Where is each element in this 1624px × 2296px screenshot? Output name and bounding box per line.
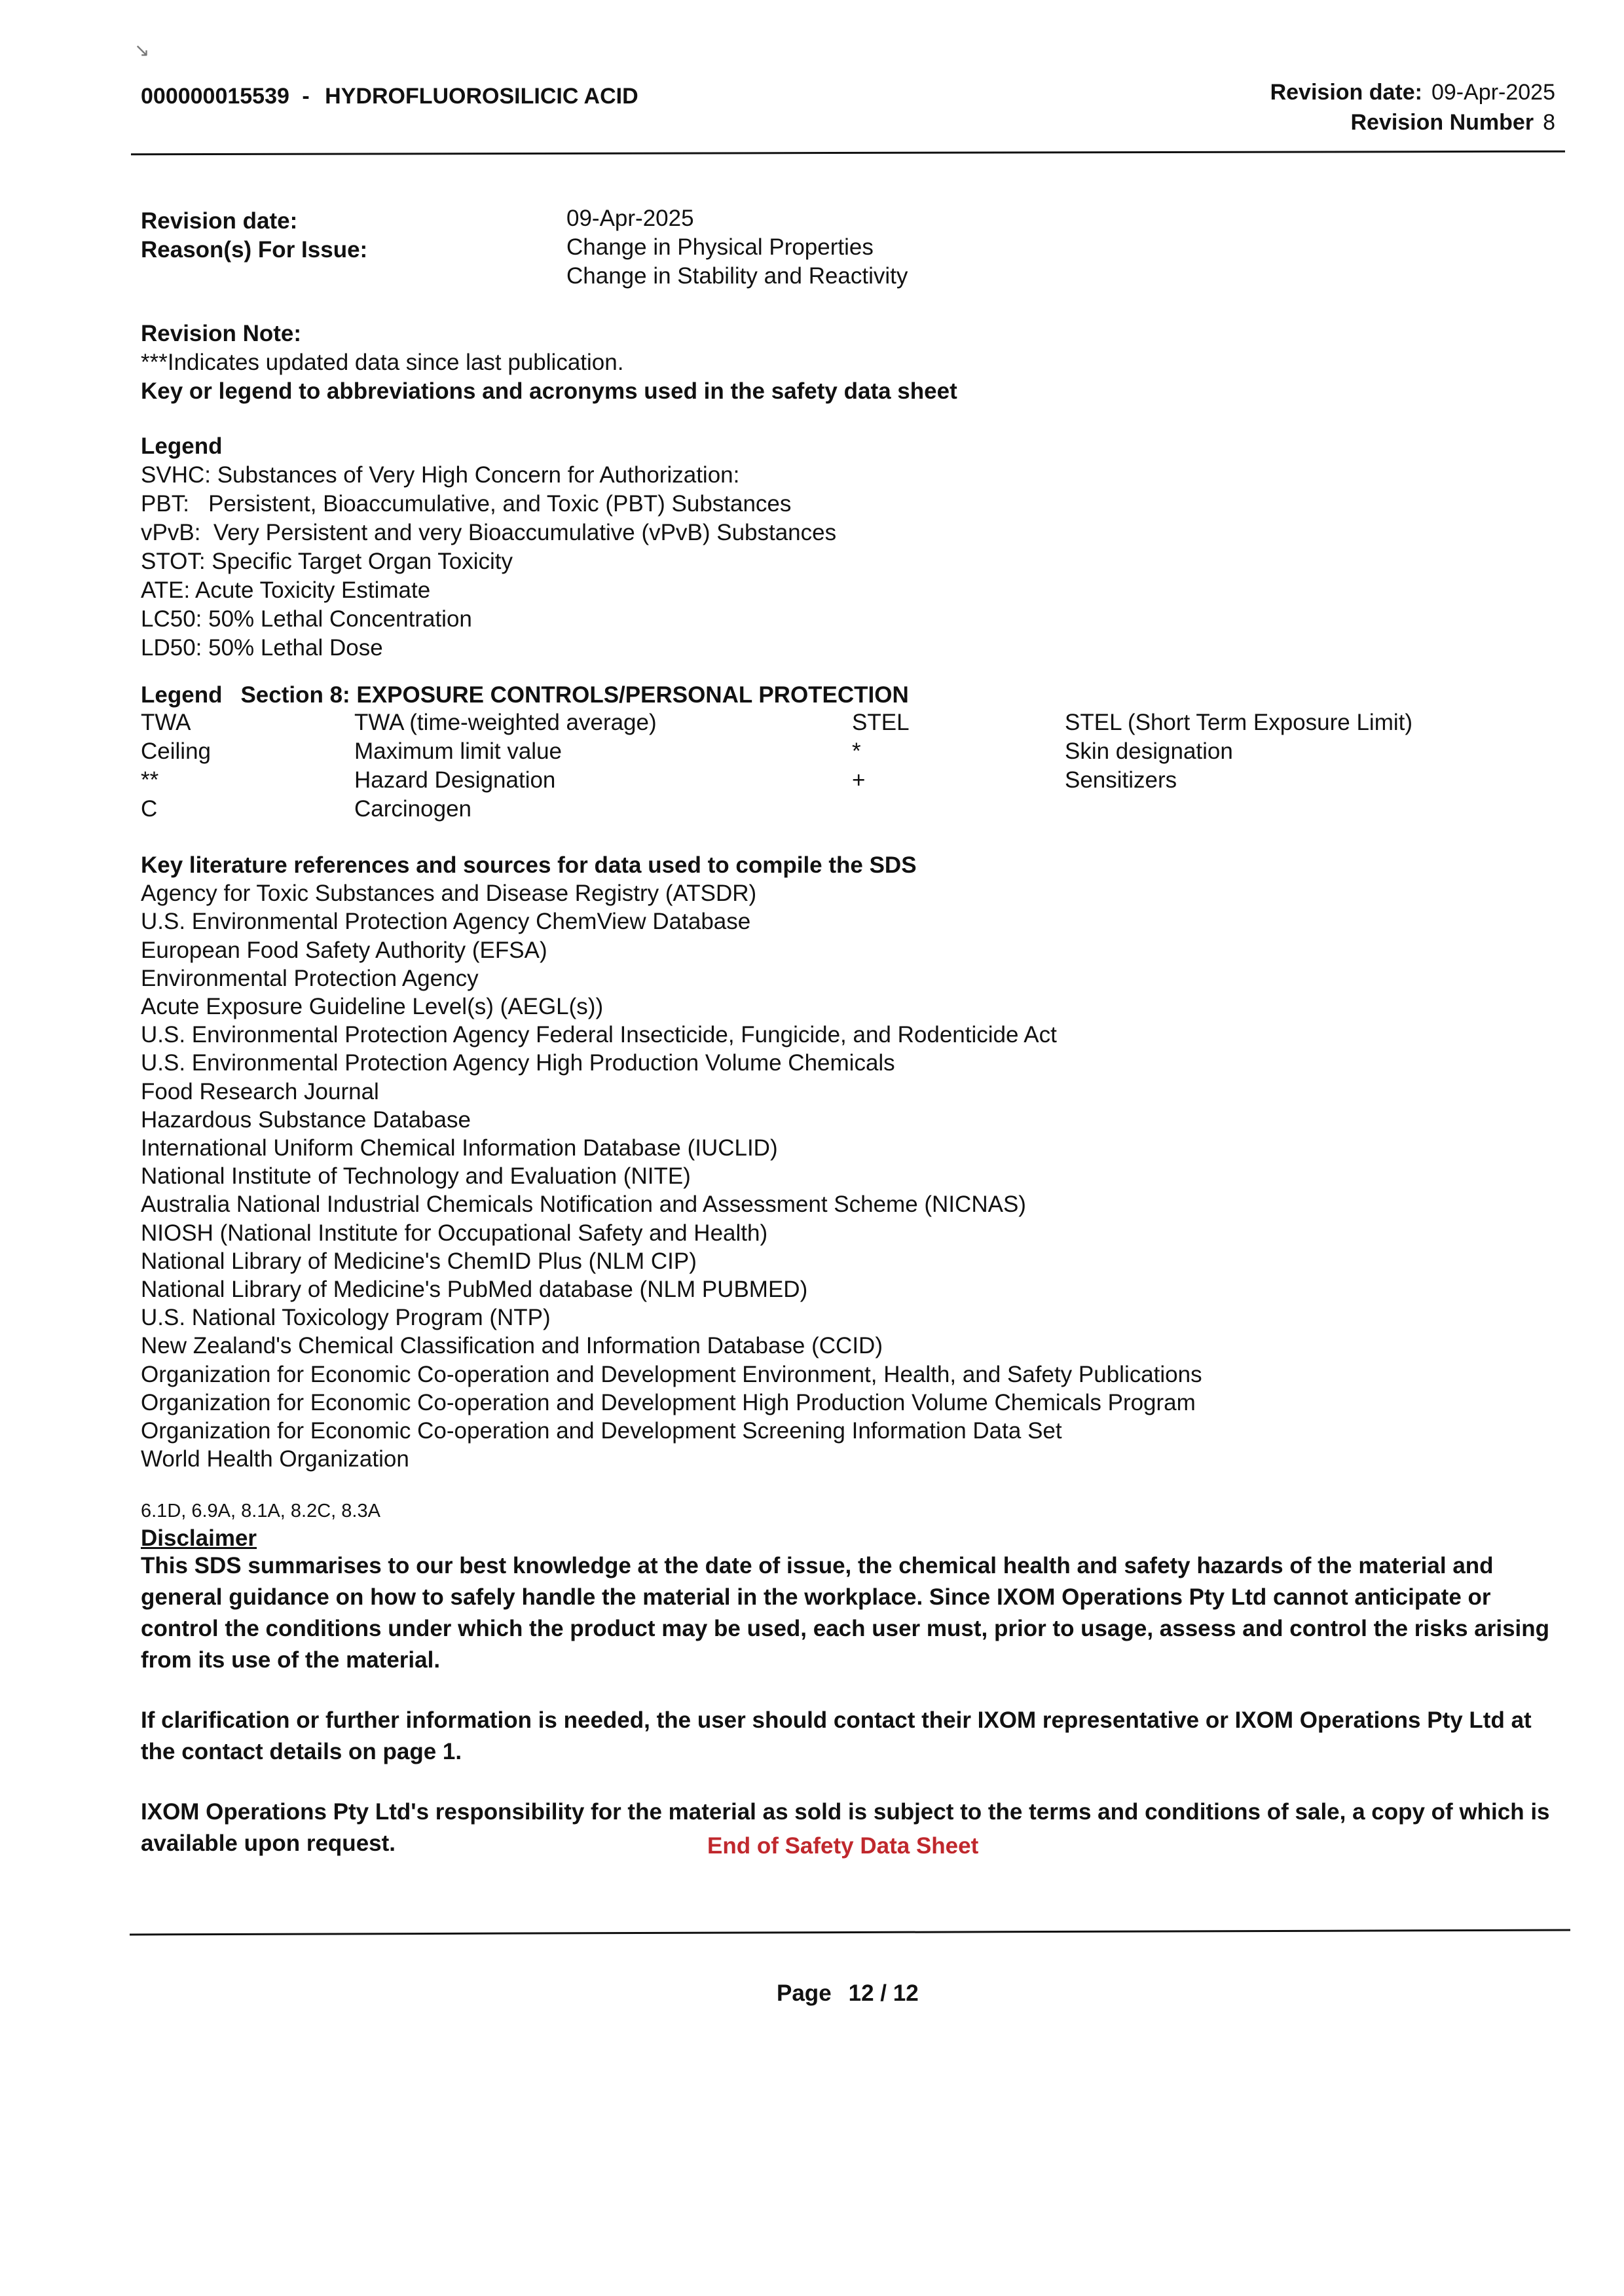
scan-mark: ↘ <box>134 40 150 60</box>
product-name: HYDROFLUOROSILICIC ACID <box>325 84 638 109</box>
header-revision-date: 09-Apr-2025 <box>1431 80 1555 105</box>
table-cell: ** <box>141 767 159 793</box>
reference-item: National Institute of Technology and Evaluation (NITE) <box>141 1163 691 1190</box>
product-code: 000000015539 <box>141 84 289 109</box>
header-revision-number-label: Revision Number <box>1350 110 1534 135</box>
revision-date-value: 09-Apr-2025 <box>566 206 694 231</box>
reference-item: Australia National Industrial Chemicals Notification and Assessment Scheme (NICNAS) <box>141 1192 1026 1218</box>
reference-item: U.S. Environmental Protection Agency High Production Volume Chemicals <box>141 1050 895 1076</box>
legend-item: STOT: Specific Target Organ Toxicity <box>141 549 513 574</box>
header-revision-number: 8 <box>1543 110 1555 135</box>
section8-legend-label: Legend <box>141 682 223 708</box>
reasons-label: Reason(s) For Issue: <box>141 237 368 263</box>
revision-note-text: ***Indicates updated data since last publication. <box>141 350 624 375</box>
table-cell: Ceiling <box>141 738 211 764</box>
disclaimer-paragraph: If clarification or further information is needed, the user should contact their IXOM representative or IXOM Operations Pty Ltd at the contact details on page 1. <box>141 1707 1532 1764</box>
reference-item: Environmental Protection Agency <box>141 965 479 991</box>
disclaimer-title: Disclaimer <box>141 1525 257 1551</box>
legend-item: LD50: 50% Lethal Dose <box>141 635 383 661</box>
table-cell: Sensitizers <box>1065 767 1177 793</box>
table-cell: * <box>852 738 861 764</box>
table-cell: C <box>141 796 158 822</box>
page-value: 12 / 12 <box>848 1980 919 2006</box>
table-cell: Carcinogen <box>354 796 471 822</box>
header-divider <box>131 151 1565 156</box>
section8-table <box>141 708 1484 824</box>
table-cell: + <box>852 767 866 793</box>
header-separator: - <box>302 84 310 109</box>
key-legend-title: Key or legend to abbreviations and acronyms used in the safety data sheet <box>141 378 957 404</box>
legend-item: ATE: Acute Toxicity Estimate <box>141 577 431 603</box>
reference-item: Organization for Economic Co-operation and Development Screening Information Data Set <box>141 1418 1062 1444</box>
reference-item: European Food Safety Authority (EFSA) <box>141 937 547 963</box>
reference-item: U.S. National Toxicology Program (NTP) <box>141 1305 551 1331</box>
revision-values <box>566 204 908 291</box>
reference-item: Food Research Journal <box>141 1078 379 1104</box>
disclaimer-paragraph: This SDS summarises to our best knowledge at the date of issue, the chemical health and safety hazards of the material and general guidance on how to safely handle the material in the workplace. Since IXOM Operations Pty Ltd cannot anticipate or control the conditions under which the product may be used, each user must, prior to usage, assess and control the risks arising from its use of the material. <box>141 1553 1550 1673</box>
table-cell <box>1065 795 1484 824</box>
reason-item: Change in Stability and Reactivity <box>566 263 908 289</box>
document-header-title <box>141 84 638 109</box>
table-cell: TWA <box>141 710 191 735</box>
reference-item: NIOSH (National Institute for Occupational Safety and Health) <box>141 1220 768 1246</box>
reference-item: International Uniform Chemical Information Database (IUCLID) <box>141 1135 778 1161</box>
revision-labels <box>141 207 367 264</box>
references-block <box>141 851 1202 1473</box>
references-title: Key literature references and sources for data used to compile the SDS <box>141 852 917 878</box>
disclaimer-body <box>141 1550 1562 1859</box>
table-cell: Hazard Designation <box>354 767 556 793</box>
reference-item: Organization for Economic Co-operation and Development High Production Volume Chemicals Program <box>141 1389 1196 1415</box>
section8-legend <box>141 682 1484 824</box>
hazard-codes: 6.1D, 6.9A, 8.1A, 8.2C, 8.3A <box>141 1501 380 1522</box>
reference-item: National Library of Medicine's PubMed database (NLM PUBMED) <box>141 1277 808 1303</box>
legend-item: vPvB: Very Persistent and very Bioaccumulative (vPvB) Substances <box>141 520 837 545</box>
legend-item: PBT: Persistent, Bioaccumulative, and Toxic (PBT) Substances <box>141 491 792 517</box>
legend-item: LC50: 50% Lethal Concentration <box>141 606 472 632</box>
section8-title: Section 8: EXPOSURE CONTROLS/PERSONAL PROTECTION <box>240 682 909 708</box>
reference-item: New Zealand's Chemical Classification and Information Database (CCID) <box>141 1333 883 1359</box>
legend-block <box>141 432 836 663</box>
revision-note <box>141 319 957 406</box>
reference-item: Hazardous Substance Database <box>141 1106 471 1133</box>
table-cell <box>852 795 1065 824</box>
table-cell: STEL (Short Term Exposure Limit) <box>1065 710 1412 735</box>
legend-item: SVHC: Substances of Very High Concern for Authorization: <box>141 462 740 488</box>
page-number <box>777 1980 919 2007</box>
reference-item: National Library of Medicine's ChemID Plus (NLM CIP) <box>141 1248 697 1274</box>
reference-item: World Health Organization <box>141 1446 409 1472</box>
reference-item: U.S. Environmental Protection Agency Federal Insecticide, Fungicide, and Rodenticide Act <box>141 1022 1057 1048</box>
legend-title: Legend <box>141 433 223 459</box>
revision-note-title: Revision Note: <box>141 321 302 346</box>
reference-item: Agency for Toxic Substances and Disease Registry (ATSDR) <box>141 881 757 907</box>
document-header-revision <box>1270 77 1555 137</box>
reason-item: Change in Physical Properties <box>566 234 874 260</box>
end-of-sds: End of Safety Data Sheet <box>707 1833 979 1859</box>
disclaimer-paragraph: IXOM Operations Pty Ltd's responsibility for the material as sold is subject to the terms and conditions of sale, a copy of which is available upon request. <box>141 1799 1550 1856</box>
page-label: Page <box>777 1980 832 2006</box>
table-cell: STEL <box>852 710 910 735</box>
revision-date-label: Revision date: <box>141 208 298 234</box>
reference-item: U.S. Environmental Protection Agency ChemView Database <box>141 909 751 935</box>
table-cell: Skin designation <box>1065 738 1233 764</box>
table-cell: TWA (time-weighted average) <box>354 710 657 735</box>
header-revision-date-label: Revision date: <box>1270 80 1422 105</box>
footer-divider <box>130 1929 1570 1936</box>
reference-item: Organization for Economic Co-operation and Development Environment, Health, and Safety Publications <box>141 1361 1202 1387</box>
section8-heading <box>141 682 1484 708</box>
table-cell: Maximum limit value <box>354 738 562 764</box>
reference-item: Acute Exposure Guideline Level(s) (AEGL(s)) <box>141 994 604 1020</box>
